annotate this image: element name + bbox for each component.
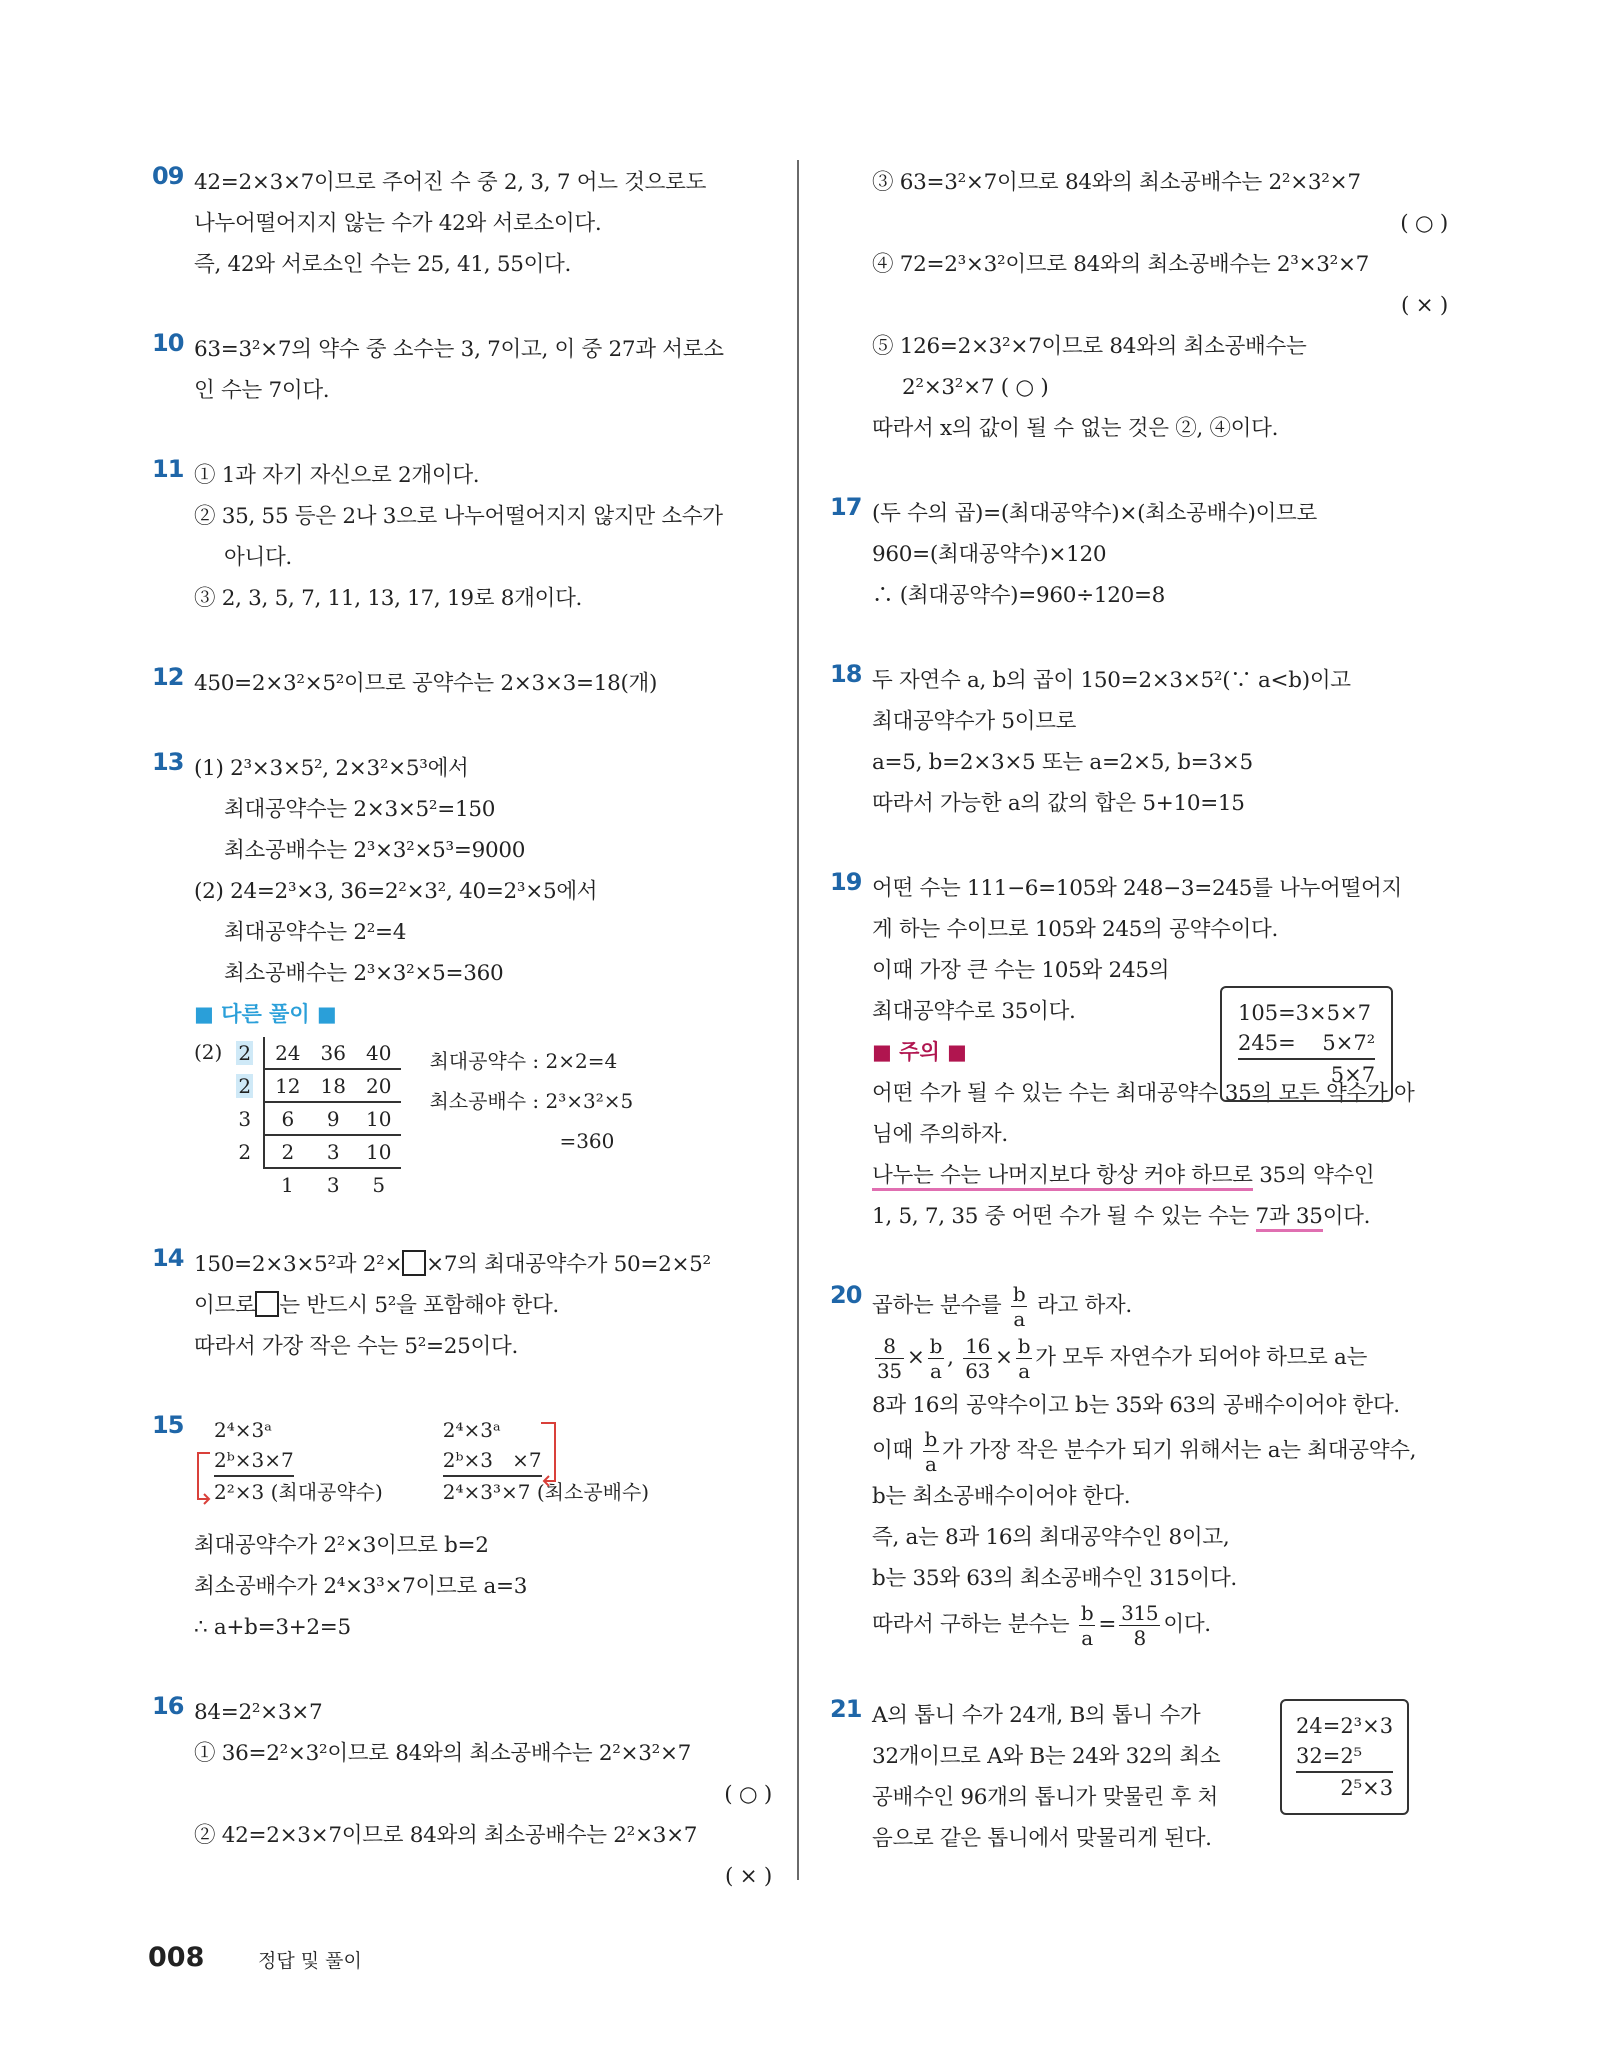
operator: × xyxy=(995,1345,1013,1370)
line: 즉, 42와 서로소인 수는 25, 41, 55이다. xyxy=(194,252,572,277)
cell: 36 xyxy=(311,1037,356,1069)
line: 최대공약수로 35이다. xyxy=(872,999,1076,1024)
expr: 2ᵇ×3 ×7 xyxy=(443,1445,542,1477)
warning-heading: ■ 주의 ■ xyxy=(872,1040,967,1064)
line: a=5, b=2×3×5 또는 a=2×5, b=3×5 xyxy=(872,750,1253,775)
text: ×7의 최대공약수가 50=2×5² xyxy=(426,1252,711,1277)
division-ladder xyxy=(226,1037,401,1200)
ladder-row xyxy=(226,1102,401,1135)
problem-17 xyxy=(830,493,1450,616)
highlight-text: 나누는 수는 나머지보다 항상 커야 하므로 xyxy=(872,1163,1253,1191)
lcm-text: 최소공배수 : 2³×3²×5 xyxy=(429,1089,634,1113)
line: (2) 24=2³×3, 36=2²×3², 40=2³×5에서 xyxy=(194,879,598,904)
line xyxy=(872,1155,1450,1196)
problem-19 xyxy=(830,868,1450,1237)
box-line: 24=2³×3 xyxy=(1296,1714,1394,1738)
text: 따라서 구하는 분수는 xyxy=(872,1612,1070,1637)
gcd-text: 최대공약수 : 2×2=4 xyxy=(429,1049,618,1073)
factor-work xyxy=(194,1411,774,1507)
bracket-arrow-icon xyxy=(539,1419,561,1489)
bracket-arrow-icon xyxy=(194,1449,212,1505)
numerator: b xyxy=(1080,1600,1094,1625)
cell: 20 xyxy=(356,1069,401,1102)
line: 최소공배수는 2³×3²×5=360 xyxy=(224,961,504,986)
line: ④ 72=2³×3²이므로 84와의 최소공배수는 2³×3²×7 xyxy=(872,252,1370,277)
alt-results xyxy=(429,1037,633,1161)
problem-10 xyxy=(152,329,774,411)
line: 따라서 가장 작은 수는 5²=25이다. xyxy=(194,1334,519,1359)
line: 따라서 x의 값이 될 수 없는 것은 ②, ④이다. xyxy=(872,416,1279,441)
alt-label: (2) xyxy=(194,1040,223,1064)
denominator: 8 xyxy=(1133,1625,1146,1650)
numerator: 16 xyxy=(965,1333,991,1358)
problem-number: 21 xyxy=(830,1695,862,1723)
problem-16-cont xyxy=(830,162,1450,449)
text: 가 가장 작은 분수가 되기 위해서는 a는 최대공약수, xyxy=(942,1438,1417,1463)
line: 어떤 수는 111−6=105와 248−3=245를 나누어떨어지 xyxy=(872,876,1402,901)
problem-09 xyxy=(152,162,774,285)
divisor xyxy=(226,1168,264,1200)
box-line: 245= 5×7² xyxy=(1238,1028,1375,1060)
line xyxy=(872,1281,1450,1331)
line: 공배수인 96개의 톱니가 맞물린 후 처 xyxy=(872,1785,1218,1810)
answer-mark: ( ○ ) xyxy=(724,1782,772,1807)
line: ⑤ 126=2×3²×7이므로 84와의 최소공배수는 xyxy=(872,334,1307,359)
factor-box xyxy=(1220,986,1393,1102)
line: 님에 주의하자. xyxy=(872,1122,1008,1147)
line: 42=2×3×7이므로 주어진 수 중 2, 3, 7 어느 것으로도 xyxy=(194,170,707,195)
text: 1, 5, 7, 35 중 어떤 수가 될 수 있는 수는 xyxy=(872,1204,1256,1229)
cell: 40 xyxy=(356,1037,401,1069)
text: 이다. xyxy=(1322,1204,1371,1229)
text: 150=2×3×5²과 2²× xyxy=(194,1252,403,1277)
box-line: 32=2⁵ xyxy=(1296,1741,1393,1773)
text: 라고 하자. xyxy=(1036,1293,1132,1318)
cell: 10 xyxy=(356,1135,401,1168)
text: 이므로 xyxy=(194,1293,256,1318)
line xyxy=(872,1426,1450,1476)
line: 따라서 가능한 a의 값의 합은 5+10=15 xyxy=(872,791,1245,816)
line xyxy=(872,1599,1450,1651)
problem-20 xyxy=(830,1281,1450,1651)
separator: , xyxy=(947,1345,954,1370)
fraction xyxy=(923,1426,940,1476)
ladder-row xyxy=(226,1168,401,1200)
problem-number: 09 xyxy=(152,162,184,190)
gcd-work xyxy=(194,1415,383,1507)
numerator: 315 xyxy=(1121,1600,1159,1625)
right-column xyxy=(830,162,1450,1859)
fraction xyxy=(963,1333,992,1383)
denominator: a xyxy=(930,1358,942,1383)
problem-16 xyxy=(152,1692,774,1897)
expr: 2⁴×3ᵃ xyxy=(214,1418,272,1442)
line: 게 하는 수이므로 105와 245의 공약수이다. xyxy=(872,917,1279,942)
expr: 2⁴×3ᵃ xyxy=(442,1418,501,1442)
problem-18 xyxy=(830,660,1450,824)
problem-number: 16 xyxy=(152,1692,184,1720)
box-line: 105=3×5×7 xyxy=(1238,1001,1371,1025)
line: b는 35와 63의 최소공배수인 315이다. xyxy=(872,1566,1237,1591)
cell: 5 xyxy=(372,1172,386,1197)
cell: 18 xyxy=(311,1069,356,1102)
divisor: 3 xyxy=(238,1106,252,1131)
denominator: 35 xyxy=(877,1358,902,1383)
problem-number: 12 xyxy=(152,663,184,691)
line: ③ 2, 3, 5, 7, 11, 13, 17, 19로 8개이다. xyxy=(194,586,583,611)
line: ∴ (최대공약수)=960÷120=8 xyxy=(872,583,1166,608)
fraction xyxy=(1119,1600,1160,1650)
fraction xyxy=(928,1333,945,1383)
fraction xyxy=(1016,1333,1033,1383)
column-divider xyxy=(797,160,799,1880)
denominator: a xyxy=(1081,1625,1093,1650)
line xyxy=(872,1196,1450,1237)
problem-number: 17 xyxy=(830,493,862,521)
text: 가 모두 자연수가 되어야 하므로 a는 xyxy=(1035,1345,1368,1370)
problem-number: 18 xyxy=(830,660,862,688)
line: 32개이므로 A와 B는 24와 32의 최소 xyxy=(872,1744,1221,1769)
cell: 9 xyxy=(311,1102,356,1135)
line: ① 36=2²×3²이므로 84와의 최소공배수는 2²×3²×7 xyxy=(194,1741,692,1766)
line: 최대공약수가 5이므로 xyxy=(872,709,1077,734)
denominator: 63 xyxy=(965,1358,991,1383)
cell: 2 xyxy=(264,1135,310,1168)
blank-box-icon xyxy=(255,1291,279,1317)
text: 이때 xyxy=(872,1438,913,1463)
problem-11 xyxy=(152,455,774,619)
fraction xyxy=(875,1333,904,1383)
text: 곱하는 분수를 xyxy=(872,1293,1002,1318)
numerator: 8 xyxy=(875,1336,904,1359)
line: 인 수는 7이다. xyxy=(194,378,330,403)
problem-21 xyxy=(830,1695,1450,1859)
expr: 2ᵇ×3×7 xyxy=(214,1445,294,1477)
problem-number: 14 xyxy=(152,1244,184,1272)
line: 이때 가장 큰 수는 105와 245의 xyxy=(872,958,1170,983)
cell: 3 xyxy=(311,1135,356,1168)
numerator: b xyxy=(924,1426,938,1451)
box-line: 5×7 xyxy=(1330,1063,1376,1087)
denominator: a xyxy=(924,1451,937,1476)
line: 2²×3²×7 ( ○ ) xyxy=(902,375,1049,400)
divisor: 2 xyxy=(238,1139,252,1164)
line: b는 최소공배수이어야 한다. xyxy=(872,1484,1131,1509)
factor-box xyxy=(1280,1699,1409,1815)
line: A의 톱니 수가 24개, B의 톱니 수가 xyxy=(872,1703,1201,1728)
ladder-row xyxy=(226,1135,401,1168)
text: 는 반드시 5²을 포함해야 한다. xyxy=(279,1293,559,1318)
expr: 2⁴×3³×7 (최소공배수) xyxy=(442,1480,650,1504)
line xyxy=(194,1285,774,1326)
line: 8과 16의 공약수이고 b는 35와 63의 공배수이어야 한다. xyxy=(872,1393,1400,1418)
box-line: 2⁵×3 xyxy=(1340,1776,1394,1800)
cell: 10 xyxy=(356,1102,401,1135)
line: 최대공약수는 2²=4 xyxy=(224,920,407,945)
problem-number: 20 xyxy=(830,1281,862,1309)
line: ③ 63=3²×7이므로 84와의 최소공배수는 2²×3²×7 xyxy=(872,170,1361,195)
numerator: b xyxy=(1017,1333,1031,1358)
line: 최소공배수는 2³×3²×5³=9000 xyxy=(224,838,526,863)
problem-number: 15 xyxy=(152,1411,184,1439)
problem-number: 19 xyxy=(830,868,862,896)
page-number: 008 xyxy=(148,1942,205,1973)
line xyxy=(194,1244,774,1285)
ladder-row xyxy=(226,1037,401,1069)
text: 이다. xyxy=(1163,1612,1211,1637)
blank-box-icon xyxy=(402,1250,426,1276)
answer-mark: ( × ) xyxy=(725,1864,772,1889)
highlight-text: 7과 35 xyxy=(1256,1204,1323,1232)
footer-title: 정답 및 풀이 xyxy=(258,1950,362,1972)
line: 어떤 수가 될 수 있는 수는 최대공약수 35의 모든 약수가 아 xyxy=(872,1081,1415,1106)
denominator: a xyxy=(1018,1358,1030,1383)
line xyxy=(872,1331,1450,1385)
numerator: b xyxy=(929,1333,943,1358)
cell: 3 xyxy=(326,1172,340,1197)
line: 960=(최대공약수)×120 xyxy=(872,542,1107,567)
operator: = xyxy=(1098,1612,1117,1637)
left-column xyxy=(152,162,774,1897)
cell: 12 xyxy=(264,1069,310,1102)
text: 35의 약수인 xyxy=(1252,1163,1375,1188)
line: 최대공약수가 2²×3이므로 b=2 xyxy=(194,1533,489,1558)
line: 나누어떨어지지 않는 수가 42와 서로소이다. xyxy=(194,211,602,236)
ladder-row xyxy=(226,1069,401,1102)
lcm-result: =360 xyxy=(559,1129,615,1153)
line: 최대공약수는 2×3×5²=150 xyxy=(224,797,496,822)
answer-mark: ( ○ ) xyxy=(1400,211,1448,236)
expr: 2²×3 (최대공약수) xyxy=(214,1480,383,1504)
line: 즉, a는 8과 16의 최대공약수인 8이고, xyxy=(872,1525,1230,1550)
line: 음으로 같은 톱니에서 맞물리게 된다. xyxy=(872,1826,1212,1851)
line: ② 42=2×3×7이므로 84와의 최소공배수는 2²×3×7 xyxy=(194,1823,698,1848)
cell: 6 xyxy=(264,1102,310,1135)
line: 450=2×3²×5²이므로 공약수는 2×3×3=18(개) xyxy=(194,671,658,696)
numerator: b xyxy=(1012,1281,1026,1306)
line: 아니다. xyxy=(224,545,292,570)
line: (1) 2³×3×5², 2×3²×5³에서 xyxy=(194,756,469,781)
line: 두 자연수 a, b의 곱이 150=2×3×5²(∵ a<b)이고 xyxy=(872,668,1351,693)
line: ∴ a+b=3+2=5 xyxy=(194,1615,351,1640)
answer-mark: ( × ) xyxy=(1401,293,1448,318)
cell: 1 xyxy=(280,1172,294,1197)
fraction xyxy=(1011,1281,1028,1331)
line: 최소공배수가 2⁴×3³×7이므로 a=3 xyxy=(194,1574,528,1599)
problem-number: 10 xyxy=(152,329,184,357)
problem-15 xyxy=(152,1411,774,1648)
line: 63=3²×7의 약수 중 소수는 3, 7이고, 이 중 27과 서로소 xyxy=(194,337,724,362)
line: (두 수의 곱)=(최대공약수)×(최소공배수)이므로 xyxy=(872,501,1318,526)
alt-solution xyxy=(194,1037,774,1200)
line: ① 1과 자기 자신으로 2개이다. xyxy=(194,463,480,488)
cell: 24 xyxy=(264,1037,310,1069)
problem-14 xyxy=(152,1244,774,1367)
problem-number: 13 xyxy=(152,748,184,776)
fraction xyxy=(1079,1600,1096,1650)
problem-number: 11 xyxy=(152,455,184,483)
lcm-work xyxy=(443,1415,649,1507)
problem-13 xyxy=(152,748,774,1200)
line: ② 35, 55 등은 2나 3으로 나누어떨어지지 않지만 소수가 xyxy=(194,504,723,529)
divisor: 2 xyxy=(238,1073,252,1098)
divisor: 2 xyxy=(238,1041,252,1065)
problem-12 xyxy=(152,663,774,704)
line: 84=2²×3×7 xyxy=(194,1700,323,1725)
operator: × xyxy=(906,1345,925,1370)
alt-solution-heading: ■ 다른 풀이 ■ xyxy=(194,1002,337,1026)
denominator: a xyxy=(1013,1306,1025,1331)
